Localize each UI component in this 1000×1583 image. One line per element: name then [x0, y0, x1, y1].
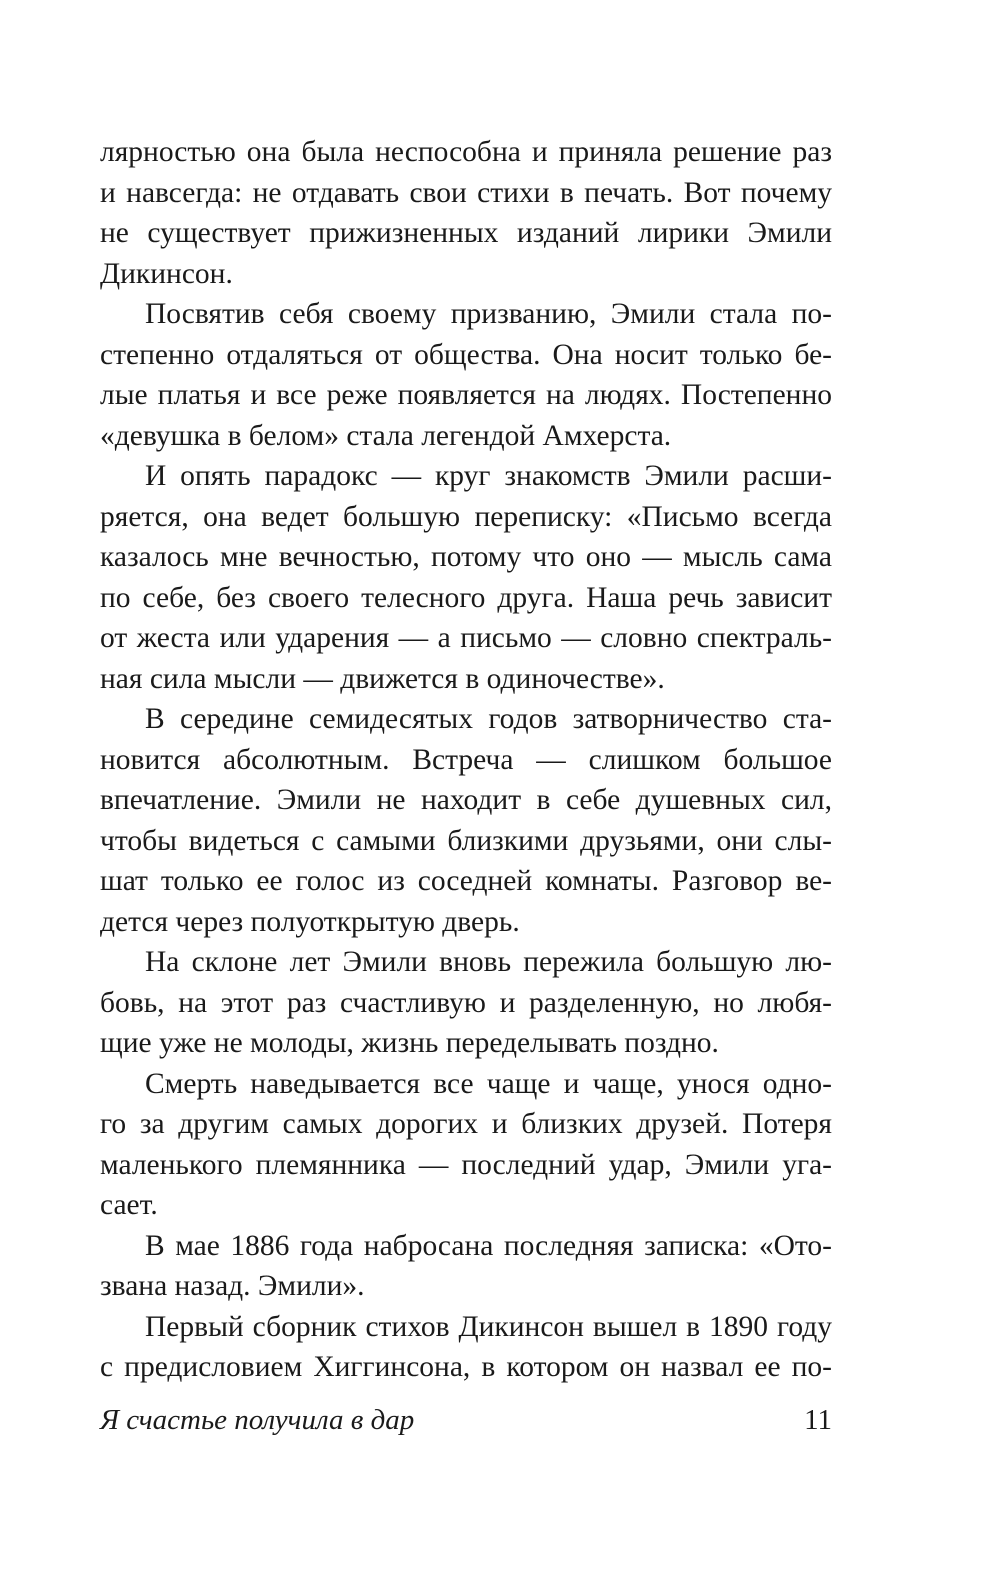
- text-line: маленького племянника — последний удар, Эмили уга-: [100, 1148, 832, 1181]
- paragraph: [100, 456, 832, 699]
- text-line: лярностью она была неспособна и приняла решение раз: [100, 136, 832, 168]
- text-line: го за другим самых дорогих и близких друзей. Потеря: [100, 1108, 832, 1140]
- paragraph: [100, 1064, 832, 1226]
- text-line: и навсегда: не отдавать свои стихи в печать. Вот почему: [100, 176, 832, 209]
- paragraph: [100, 942, 832, 1064]
- text-line: И опять парадокс — круг знакомств Эмили расши-: [145, 460, 832, 492]
- text-line: впечатление. Эмили не находит в себе душевных сил,: [100, 784, 832, 816]
- text-line: не существует прижизненных изданий лирики Эмили: [100, 217, 832, 249]
- text-line: Первый сборник стихов Дикинсон вышел в 1890 году: [145, 1310, 832, 1343]
- text-line: бовь, на этот раз счастливую и разделенную, но любя-: [100, 986, 832, 1019]
- text-line: казалось мне вечностью, потому что оно — мысль сама: [100, 541, 832, 573]
- text-line: чтобы видеться с самыми близкими друзьями, они слы-: [100, 824, 832, 857]
- text-line: ряется, она ведет большую переписку: «Письмо всегда: [100, 500, 832, 533]
- text-line: звана назад. Эмили».: [100, 1270, 365, 1302]
- text-line: от жеста или ударения — а письмо — словно спектраль-: [100, 622, 832, 654]
- text-line: лые платья и все реже появляется на людях. Постепенно: [100, 379, 832, 411]
- text-line: В середине семидесятых годов затворничество ста-: [145, 703, 832, 735]
- text-line: щие уже не молоды, жизнь переделывать поздно.: [100, 1027, 719, 1059]
- text-line: сает.: [100, 1189, 158, 1221]
- page-footer: [100, 1404, 832, 1437]
- paragraph: [100, 699, 832, 942]
- text-line: Дикинсон.: [100, 257, 233, 290]
- text-line: новится абсолютным. Встреча — слишком большое: [100, 743, 832, 776]
- paragraph: [100, 132, 832, 294]
- paragraph: [100, 294, 832, 456]
- text-line: Посвятив себя своему призванию, Эмили стала по-: [145, 298, 832, 330]
- page-number: 11: [804, 1404, 832, 1436]
- text-line: Смерть наведывается все чаще и чаще, унося одно-: [145, 1067, 832, 1100]
- text-line: с предисловием Хиггинсона, в котором он назвал ее по-: [100, 1351, 832, 1383]
- text-line: дется через полуоткрытую дверь.: [100, 905, 520, 938]
- text-line: степенно отдаляться от общества. Она носит только бе-: [100, 338, 832, 371]
- running-title: Я счастье получила в дар: [100, 1404, 415, 1436]
- text-line: В мае 1886 года набросана последняя записка: «Ото-: [145, 1229, 832, 1262]
- text-line: шат только ее голос из соседней комнаты. Разговор ве-: [100, 865, 832, 897]
- text-line: На склоне лет Эмили вновь пережила большую лю-: [145, 946, 832, 978]
- text-line: ная сила мысли — движется в одиночестве».: [100, 662, 665, 695]
- page-body: [100, 132, 832, 1388]
- text-line: по себе, без своего телесного друга. Наша речь зависит: [100, 581, 832, 614]
- text-line: «девушка в белом» стала легендой Амхерста.: [100, 419, 672, 452]
- paragraph: [100, 1226, 832, 1307]
- paragraph: [100, 1307, 832, 1388]
